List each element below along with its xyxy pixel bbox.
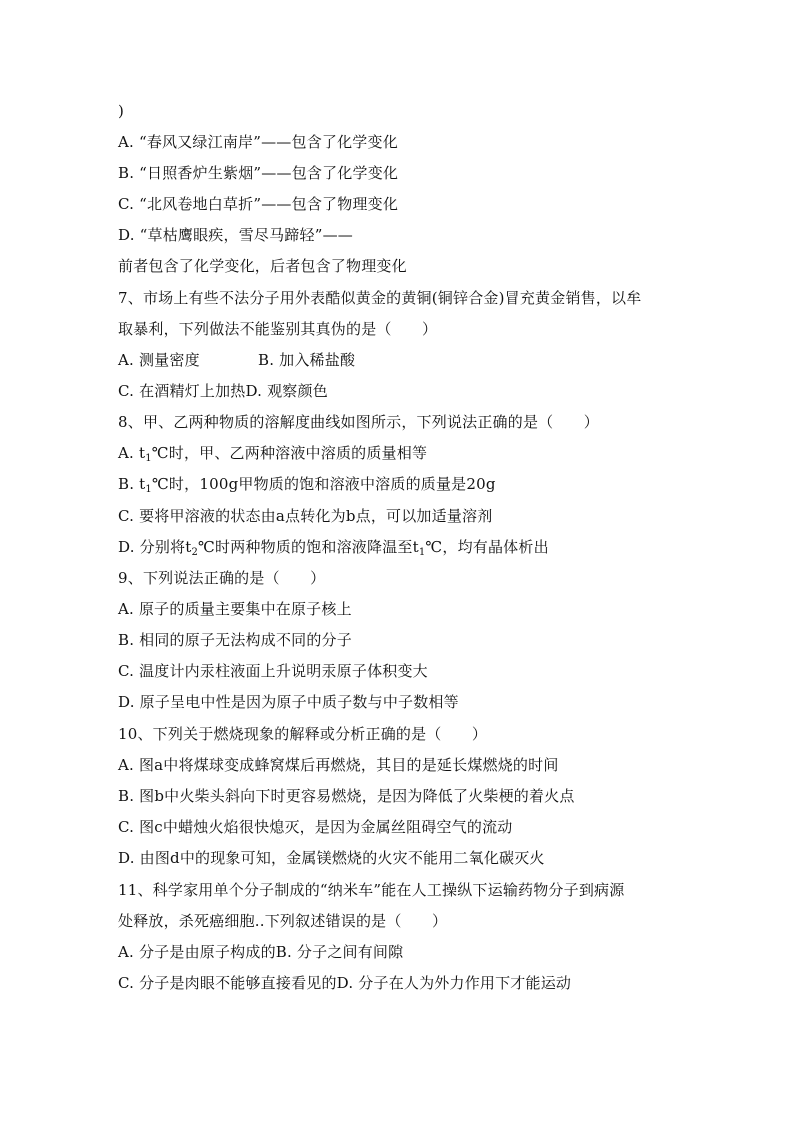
option-c: C. 温度计内汞柱液面上升说明汞原子体积变大 xyxy=(118,662,428,680)
option-b xyxy=(118,474,496,494)
question-11-continued: 处释放，杀死癌细胞..下列叙述错误的是（ ） xyxy=(118,912,448,930)
option-text: ℃时两种物质的饱和溶液降温至t xyxy=(198,538,419,556)
option-text: D. 分别将t xyxy=(118,538,192,556)
option-d xyxy=(118,537,549,557)
option-a xyxy=(118,443,427,463)
option-text: B. t xyxy=(118,475,146,493)
option-a: A. 图a中将煤球变成蜂窝煤后再燃烧，其目的是延长煤燃烧的时间 xyxy=(118,756,559,774)
option-c: C. 图c中蜡烛火焰很快熄灭，是因为金属丝阻碍空气的流动 xyxy=(118,818,513,836)
question-7-continued: 取暴利，下列做法不能鉴别其真伪的是（ ） xyxy=(118,320,438,338)
option-text: A. t xyxy=(118,444,146,462)
option-d: D. “草枯鹰眼疾，雪尽马蹄轻”—— xyxy=(118,226,353,244)
question-8: 8、甲、乙两种物质的溶解度曲线如图所示，下列说法正确的是（ ） xyxy=(118,413,599,431)
subscript: 2 xyxy=(191,547,199,558)
option-c: C. 要将甲溶液的状态由a点转化为b点，可以加适量溶剂 xyxy=(118,507,493,525)
option-b: B. 加入稀盐酸 xyxy=(258,351,356,369)
subscript: 1 xyxy=(145,484,152,495)
option-text: ℃时，100g甲物质的饱和溶液中溶质的质量是20g xyxy=(151,475,496,493)
option-text: ℃时，甲、乙两种溶液中溶质的质量相等 xyxy=(151,444,428,462)
option-d-continued: 前者包含了化学变化，后者包含了物理变化 xyxy=(118,257,407,275)
subscript: 1 xyxy=(145,453,152,464)
question-11: 11、科学家用单个分子制成的“纳米车”能在人工操纵下运输药物分子到病源 xyxy=(118,881,625,899)
option-b: B. 图b中火柴头斜向下时更容易燃烧，是因为降低了火柴梗的着火点 xyxy=(118,787,575,805)
option-b: B. “日照香炉生紫烟”——包含了化学变化 xyxy=(118,164,399,182)
option-d: D. 由图d中的现象可知，金属镁燃烧的火灾不能用二氧化碳灭火 xyxy=(118,849,545,867)
options-c-d: C. 在酒精灯上加热D. 观察颜色 xyxy=(118,382,328,400)
subscript: 1 xyxy=(418,547,426,558)
text-line: ) xyxy=(118,102,125,120)
option-d: D. 原子呈电中性是因为原子中质子数与中子数相等 xyxy=(118,693,459,711)
option-text: ℃，均有晶体析出 xyxy=(425,538,549,556)
option-a: A. 测量密度 xyxy=(118,351,200,369)
option-c: C. “北风卷地白草折”——包含了物理变化 xyxy=(118,195,399,213)
options-c-d: C. 分子是肉眼不能够直接看见的D. 分子在人为外力作用下才能运动 xyxy=(118,974,572,992)
option-a: A. “春风又绿江南岸”——包含了化学变化 xyxy=(118,133,398,151)
options-a-b: A. 分子是由原子构成的B. 分子之间有间隙 xyxy=(118,943,404,961)
question-10: 10、下列关于燃烧现象的解释或分析正确的是（ ） xyxy=(118,725,488,743)
option-a: A. 原子的质量主要集中在原子核上 xyxy=(118,600,352,618)
question-7: 7、市场上有些不法分子用外表酷似黄金的黄铜(铜锌合金)冒充黄金销售，以牟 xyxy=(118,289,642,307)
option-b: B. 相同的原子无法构成不同的分子 xyxy=(118,631,352,649)
question-9: 9、下列说法正确的是（ ） xyxy=(118,569,326,587)
